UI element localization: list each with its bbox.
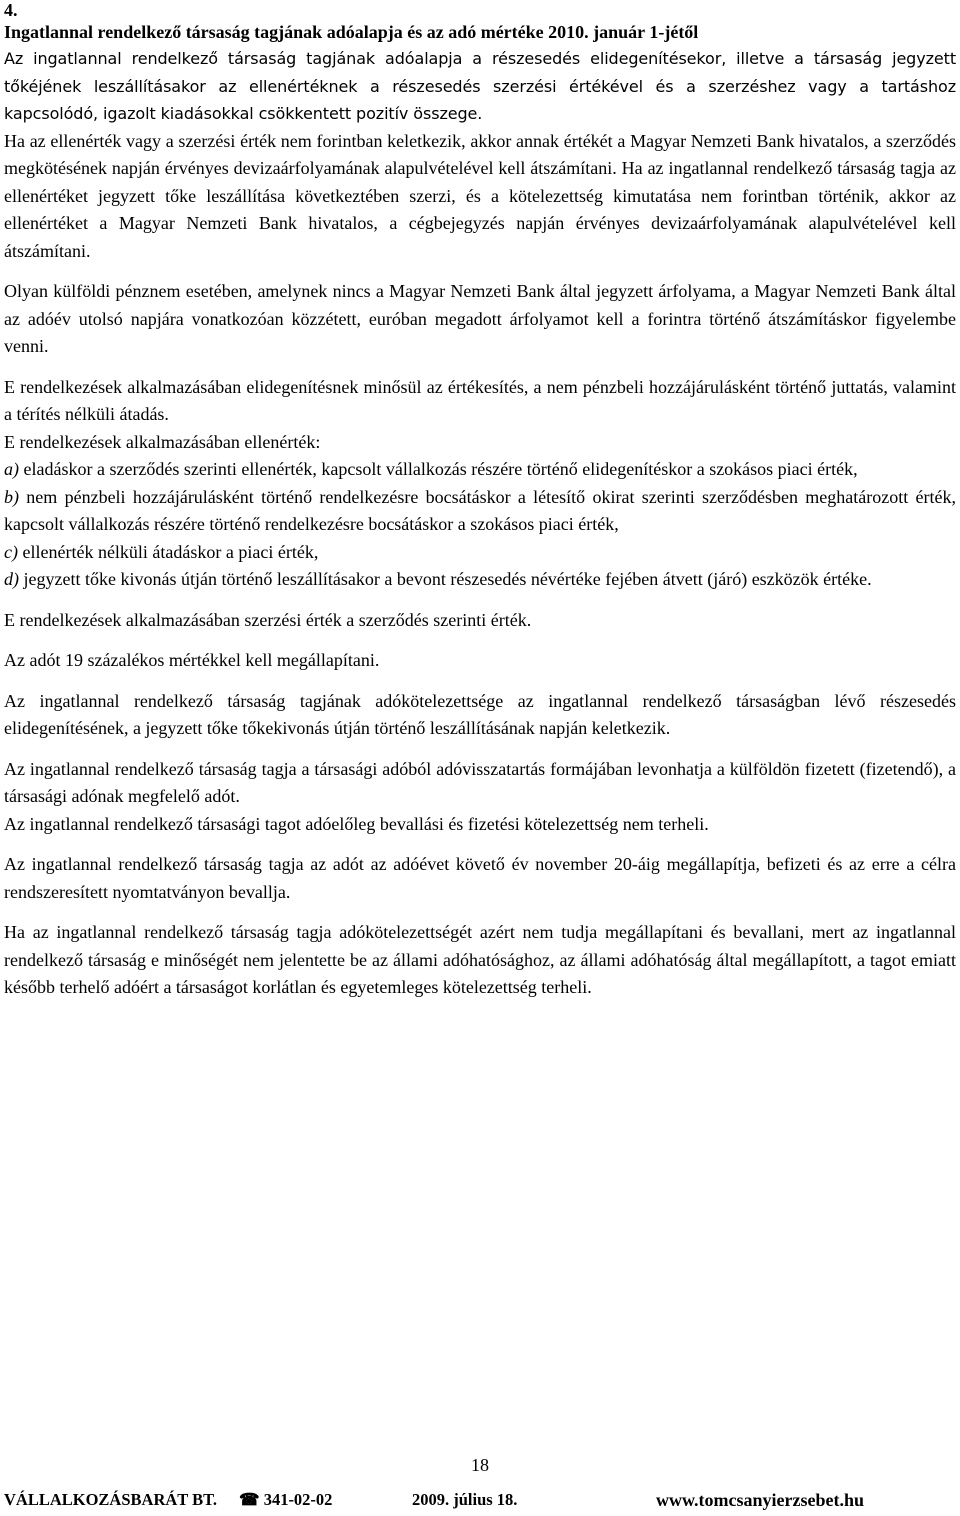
- list-marker: d): [4, 569, 19, 589]
- page-number: 18: [471, 1455, 489, 1475]
- list-item-b: [4, 484, 956, 539]
- footer-phone: [239, 1488, 332, 1512]
- list-marker: b): [4, 486, 19, 507]
- section-number: 4.: [4, 0, 18, 20]
- document-page: [4, 0, 956, 1002]
- section-heading: Ingatlannal rendelkező társaság tagjának adóalapja és az adó mértéke 2010. január 1-jétől: [4, 22, 699, 42]
- paragraph-tax-liability: Az ingatlannal rendelkező társaság tagjának adókötelezettsége az ingatlannal rendelkező társaságban lévő részesedés elidegenítésének, a jegyzett tőke tőkekivonás útján történő leszállításának napján keletkezik.: [4, 690, 956, 738]
- list-marker: a): [4, 459, 19, 479]
- list-item-d: [4, 566, 956, 594]
- page-footer: [4, 1488, 956, 1512]
- footer-phone-number: 341-02-02: [263, 1490, 333, 1509]
- paragraph-currency-conversion: Ha az ellenérték vagy a szerzési érték nem forintban keletkezik, akkor annak értékét a Magyar Nemzeti Bank hivatalos, a szerződés megkötésének napján érvényes devizaárfolyamának alapulvételével kell átszámítani. Ha az ingatlannal rendelkező társaság tagja az ellenértéket jegyzett tőke leszállítása következtében szerzi, és a kötelezettség kimutatása nem forintban történik, akkor az ellenértéket a Magyar Nemzeti Bank hivatalos, a cégbejegyzés napján érvényes devizaárfolyamának alapulvételével kell átszámítani.: [4, 130, 956, 261]
- list-item-text: eladáskor a szerződés szerinti ellenérték, kapcsolt vállalkozás részére történő elidegenítéskor a szokásos piaci érték,: [19, 459, 858, 479]
- paragraph-tax-base: Az ingatlannal rendelkező társaság tagjának adóalapja a részesedés elidegenítésekor, illetve a társaság jegyzett tőkéjének leszállításakor az ellenértéknek a részesedés szerzési értékével és a szerzéshez vagy a tartáshoz kapcsolódó, igazolt kiadásokkal csökkentett pozitív összege.: [4, 49, 956, 123]
- list-item-text: nem pénzbeli hozzájárulásként történő rendelkezésre bocsátáskor a létesítő okirat szerinti szerződésben meghatározott érték, kapcsolt vállalkozás részére történő rendelkezésre bocsátáskor a szokásos piaci érték,: [4, 486, 956, 534]
- paragraph-withholding: Az ingatlannal rendelkező társaság tagja a társasági adóból adóvisszatartás formájában levonhatja a külföldön fizetett (fizetendő), a társasági adónak megfelelő adót.: [4, 758, 956, 806]
- paragraph-foreign-currency: Olyan külföldi pénznem esetében, amelynek nincs a Magyar Nemzeti Bank által jegyzett árfolyama, a Magyar Nemzeti Bank által az adóév utolsó napjára vonatkozóan közzétett, euróban megadott árfolyamot kell a forintra történő átszámításkor figyelembe venni.: [4, 281, 956, 356]
- list-item-text: jegyzett tőke kivonás útján történő leszállításakor a bevont részesedés névértéke fejében átvett (járó) eszközök értéke.: [19, 569, 872, 589]
- list-item-text: ellenérték nélküli átadáskor a piaci érték,: [17, 541, 319, 562]
- paragraph-tax-rate: Az adót 19 százalékos mértékkel kell megállapítani.: [4, 650, 380, 670]
- footer-date: 2009. július 18.: [412, 1490, 518, 1509]
- paragraph-consideration-intro: E rendelkezések alkalmazásában ellenérték:: [4, 431, 321, 452]
- list-marker: c): [4, 541, 18, 562]
- footer-company: VÁLLALKOZÁSBARÁT BT.: [4, 1490, 218, 1509]
- footer-website: www.tomcsanyierzsebet.hu: [656, 1490, 864, 1510]
- paragraph-alienation-definition: E rendelkezések alkalmazásában elidegenítésnek minősül az értékesítés, a nem pénzbeli hozzájárulásként történő juttatás, valamint a térítés nélküli átadás.: [4, 376, 956, 424]
- list-item-a: [4, 456, 956, 484]
- paragraph-joint-liability: Ha az ingatlannal rendelkező társaság tagja adókötelezettségét azért nem tudja megállapítani és bevallani, mert az ingatlannal rendelkező társaság e minőségét nem jelentette be az állami adóhatósághoz, az állami adóhatóság által megállapított, a tagot emiatt később terhelő adóért a társaságot korlátlan és egyetemleges kötelezettség terheli.: [4, 922, 956, 997]
- paragraph-acquisition-value: E rendelkezések alkalmazásában szerzési érték a szerződés szerinti érték.: [4, 609, 532, 630]
- telephone-icon: ☎: [239, 1490, 260, 1509]
- paragraph-advance-payment: Az ingatlannal rendelkező társasági tagot adóelőleg bevallási és fizetési kötelezettség nem terheli.: [4, 813, 709, 834]
- list-item-c: [4, 539, 956, 567]
- paragraph-filing-deadline: Az ingatlannal rendelkező társaság tagja az adót az adóévet követő év november 20-áig megállapítja, befizeti és az erre a célra rendszeresített nyomtatványon bevallja.: [4, 854, 956, 902]
